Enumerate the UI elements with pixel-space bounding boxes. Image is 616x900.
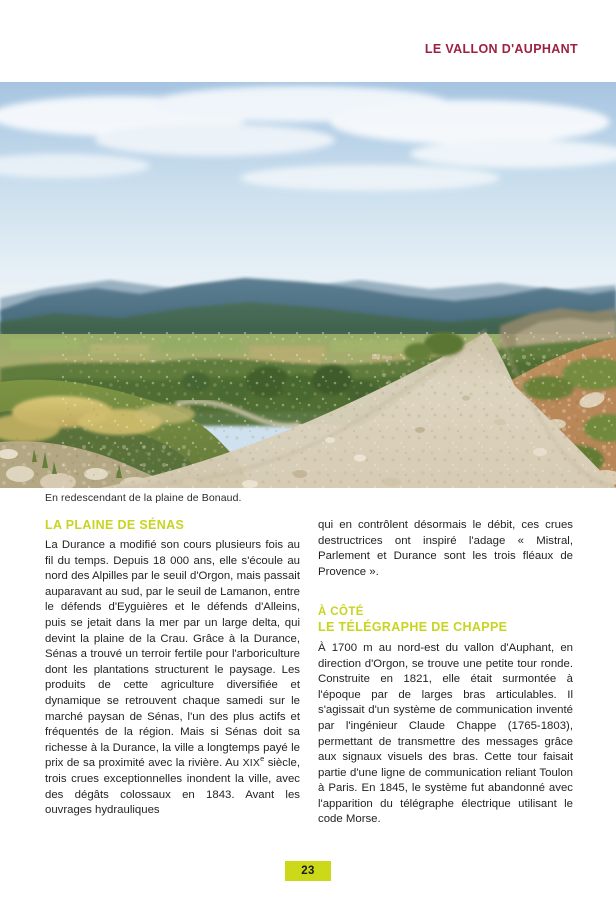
left-column-paragraph [45,538,300,819]
paragraph-text-part-b: siècle, trois crues exceptionnelles inondent la ville, avec des dégâts colossaux en 1843. Avant les ouvrages hydrauliques [45,757,300,817]
aside-kicker-a-cote: À CÔTÉ [318,606,364,619]
paragraph-text-part-a: La Durance a modifié son cours plusieurs fois au fil du temps. Depuis 18 000 ans, elle s'écoule au nord des Alpilles par le seuil d'Orgon, mais passait auparavant au sud, par le seuil de Lamanon, entre le défends d'Eyguières et le défends d'Alleins, puis se jetait dans la mer par un large delta, qui devint la plaine de la Crau. Grâce à la Durance, Sénas a trouvé un terroir fertile pour l'arboriculture dont les plantations structurent le paysage. Les produits de cette agriculture diversifiée et dynamique se retrouvent chaque samedi sur le marché paysan de Sénas, l'un des plus actifs et fréquentés de la région. Mais si Sénas doit sa richesse à la Durance, la ville a longtemps payé le prix de sa proximité avec la rivière. Au [45,539,300,770]
aside-spacer [318,580,573,606]
page-number-badge: 23 [285,861,331,881]
aside-title-le-telegraphe-de-chappe: LE TÉLÉGRAPHE DE CHAPPE [318,619,508,634]
left-column [45,518,300,828]
aside-body-paragraph: À 1700 m au nord-est du vallon d'Auphant, en direction d'Orgon, se trouve une petite tour ronde. Construite en 1821, elle était surmontée à l'époque par de larges bras articulables. Il s'agissait d'un système de communication inventé par l'ingénieur Claude Chappe (1765-1803), permettant de transmettre des messages grâce aux signaux visuels des bras. Cette tour faisait partie d'une ligne de communication reliant Toulon à Paris. En 1845, le système fut abandonné avec l'apparition du télégraphe électrique utilisant le code Morse. [318,641,573,826]
running-head-chapter-title: LE VALLON D'AUPHANT [424,42,578,56]
section-title-la-plaine-de-senas: LA PLAINE DE SÉNAS [45,518,185,532]
photo-caption: En redescendant de la plaine de Bonaud. [45,492,242,504]
photograph-illustration [0,82,616,488]
chapter-photograph [0,82,616,488]
century-ordinal-suffix: e [260,754,265,764]
century-roman-numeral: XIX [242,758,261,770]
article-body [45,518,573,828]
right-column-continuation-paragraph: qui en contrôlent désormais le débit, ces crues destructrices ont inspiré l'adage « Mistral, Parlement et Durance sont les trois fléaux de Provence ». [318,519,573,578]
right-column [318,518,573,828]
